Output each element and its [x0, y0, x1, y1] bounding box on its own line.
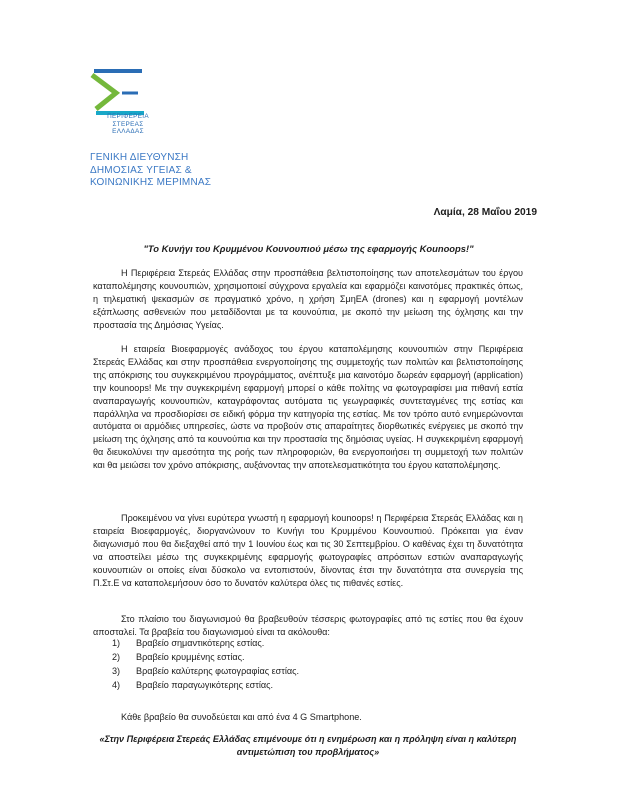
body-paragraph: Η εταιρεία Βιοεφαρμογές ανάδοχος του έργου καταπολέμησης κουνουπιών στην Περιφέρεια Στερεάς Ελλάδας και στην προσπάθεια ενεργοποίησης της συμμετοχής των πολιτών και βελτιστοποίησης της απόκρισης του συγκεκριμένου προγράμματος, ανέπτυξε μια καινοτόμο δωρεάν εφαρμογή (application) την kounoops! Με την συγκεκριμένη εφαρμογή μπορεί ο κάθε πολίτης να φωτογραφίσει μια πιθανή εστία αναπαραγωγής κουνουπιών, καταγράφοντας αυτόματα τις γεωγραφικές συντεταγμένες της εστίας και παράλληλα να προσδιορίσει σε ειδική φόρμα την κατηγορία της εστίας. Με τον τρόπο αυτό ενημερώνονται αυτόματα οι αρμόδιες υπηρεσίες, ώστε να προβούν στις απαραίτητες διορθωτικές ενέργειες με σκοπό την μείωση της όχλησης από τα κουνούπια και την προστασία της δημόσιας υγείας. Η συγκεκριμένη εφαρμογή θα διευκολύνει την αμεσότητα της ροής των πληροφοριών, θα ενεργοποιήσει τη συμμετοχή των πολιτών και θα μειώσει τον χρόνο απόκρισης, αυξάνοντας την αποτελεσματικότητα του έργου καταπολέμησης. [93, 344, 523, 471]
department-heading [90, 152, 211, 190]
list-item-text: Βραβείο κρυμμένης εστίας. [136, 651, 245, 662]
list-item-text: Βραβείο καλύτερης φωτογραφίας εστίας. [136, 665, 300, 676]
closing-quote: «Στην Περιφέρεια Στερεάς Ελλάδας επιμένουμε ότι η ενημέρωση και η πρόληψη είναι η καλύτερη αντιμετώπιση του προβλήματος» [99, 734, 517, 757]
department-line: ΔΗΜΟΣΙΑΣ ΥΓΕΙΑΣ & [90, 164, 192, 176]
document-date: Λαμία, 28 Μαΐου 2019 [433, 207, 537, 218]
logo-caption-line: ΕΛΛΑΔΑΣ [112, 128, 144, 135]
logo-caption-line: ΠΕΡΙΦΕΡΕΙΑ [107, 113, 149, 120]
prize-list [112, 637, 299, 693]
department-line: ΓΕΝΙΚΗ ΔΙΕΥΘΥΝΣΗ [90, 152, 189, 163]
list-item [112, 651, 299, 665]
list-item-number: 4) [112, 679, 121, 690]
list-item [112, 665, 299, 679]
body-paragraph: Στο πλαίσιο του διαγωνισμού θα βραβευθούν τέσσερις φωτογραφίες από τις εστίες που θα έχουν αποσταλεί. Τα βραβεία του διαγωνισμού είναι τα ακόλουθα: [93, 614, 523, 637]
list-item-number: 3) [112, 665, 121, 676]
document-title: "Το Κυνήγι του Κρυμμένου Κουνουπιού μέσω της εφαρμογής Kounoops!" [143, 243, 474, 254]
prize-note: Κάθε βραβείο θα συνοδεύεται και από ένα 4 G Smartphone. [121, 712, 362, 722]
list-item-text: Βραβείο σημαντικότερης εστίας. [136, 638, 265, 648]
logo-caption-line: ΣΤΕΡΕΑΣ [112, 120, 144, 128]
logo-caption [98, 113, 158, 136]
department-line: ΚΟΙΝΩΝΙΚΗΣ ΜΕΡΙΜΝΑΣ [90, 177, 212, 188]
list-item-number: 1) [112, 638, 121, 648]
list-item [112, 679, 299, 693]
body-paragraph: Η Περιφέρεια Στερεάς Ελλάδας στην προσπάθεια βελτιστοποίησης των αποτελεσμάτων του έργου καταπολέμησης κουνουπιών, χρησιμοποιεί σύγχρονα εργαλεία και εφαρμόζει καινοτόμες πρακτικές όπως, η τηλεματική ψεκασμών σε πραγματικό χρόνο, η χρήση ΣμηΕΑ (drones) και η εφαρμογή μοντέλων εξάπλωσης ασθενειών που μεταδίδονται με τα κουνούπια, με σκοπό την μείωση της όχλησης και την προστασία της Δημόσιας Υγείας. [93, 268, 523, 330]
list-item-text: Βραβείο παραγωγικότερης εστίας. [136, 679, 274, 690]
list-item-number: 2) [112, 651, 121, 662]
list-item [112, 637, 299, 651]
body-paragraph: Προκειμένου να γίνει ευρύτερα γνωστή η εφαρμογή kounoops! η Περιφέρεια Στερεάς Ελλάδας και η εταιρεία Βιοεφαρμογές, διοργανώνουν το Κυνήγι του Κρυμμένου Κουνουπιού. Πρόκειται για έναν διαγωνισμό που θα διεξαχθεί από την 1 Ιουνίου έως και τις 30 Σεπτεμβρίου. Ο καθένας έχει τη δυνατότητα να αποστείλει μέσω της συγκεκριμένης εφαρμογής φωτογραφίες απρόσιτων εστιών αναπαραγωγής κουνουπιών οι οποίες είναι δύσκολο να εντοπιστούν, δίνοντας έτσι την δυνατότητα στα συνεργεία της Π.Στ.Ε να καταπολεμήσουν όσο το δυνατόν καλύτερα όλες τις πιθανές εστίες. [93, 513, 523, 588]
